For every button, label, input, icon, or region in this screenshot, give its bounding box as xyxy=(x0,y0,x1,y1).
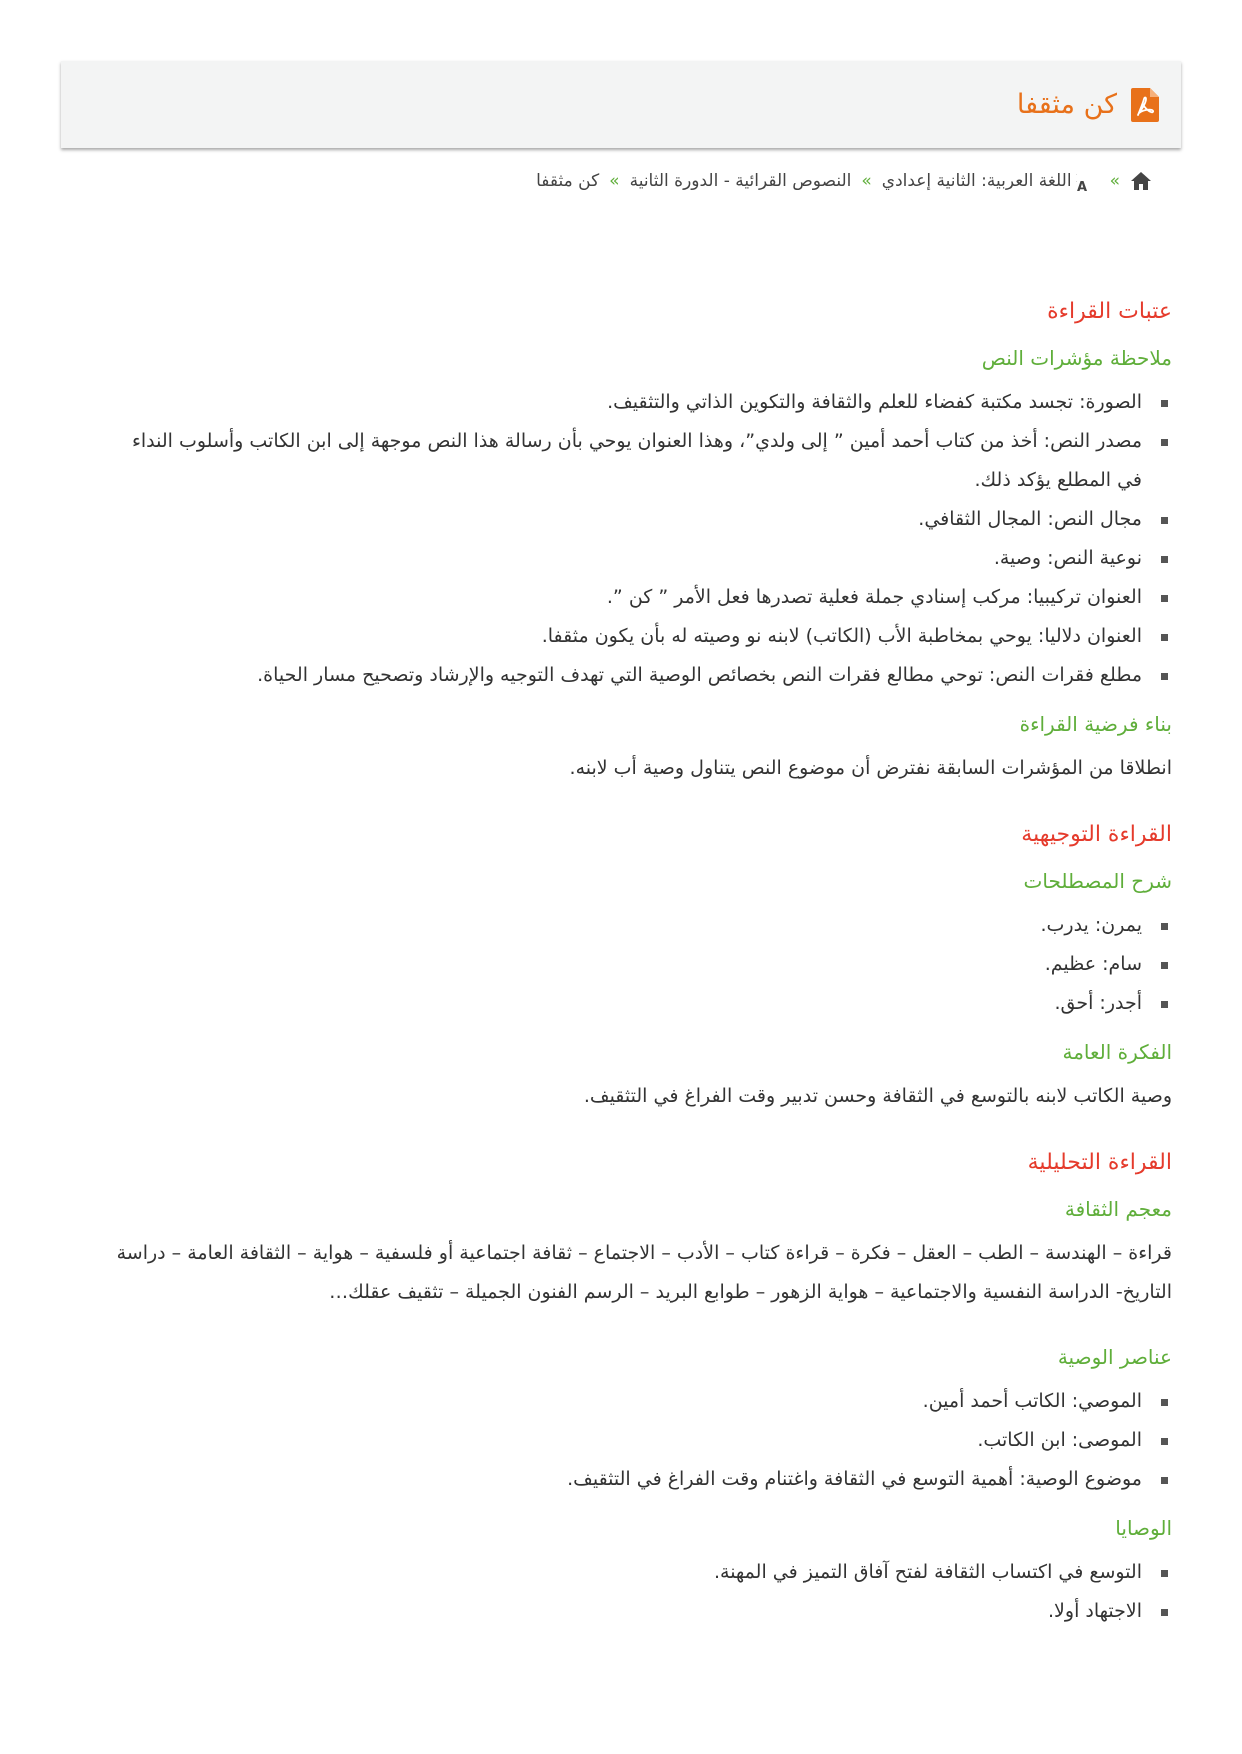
list-item: مصدر النص: أخذ من كتاب أحمد أمين ” إلى ولدي”، وهذا العنوان يوحي بأن رسالة هذا النص موجهة إلى ابن الكاتب وأسلوب النداء في المطلع يؤكد ذلك. xyxy=(112,422,1142,500)
home-icon[interactable] xyxy=(1130,170,1152,192)
subsection-title-lexicon: معجم الثقافة xyxy=(1064,1197,1172,1221)
elements-list xyxy=(112,1382,1172,1499)
advice-list xyxy=(112,1553,1172,1631)
list-item: مطلع فقرات النص: توحي مطالع فقرات النص بخصائص الوصية التي تهدف التوجيه والإرشاد وتصحيح مسار الحياة. xyxy=(112,656,1142,695)
list-item: أجدر: أحق. xyxy=(112,984,1142,1023)
subsection-title-indicators: ملاحظة مؤشرات النص xyxy=(981,346,1172,370)
list-item: سام: عظيم. xyxy=(112,945,1142,984)
subsection-title-elements: عناصر الوصية xyxy=(1057,1345,1172,1369)
article-content xyxy=(112,295,1172,1645)
section-title-thresholds: عتبات القراءة xyxy=(1047,299,1172,324)
breadcrumb-item-current: كن مثقفا xyxy=(536,171,600,191)
indicators-list xyxy=(112,383,1172,695)
breadcrumb-separator: » xyxy=(1109,171,1120,191)
terms-list xyxy=(112,906,1172,1023)
list-item: موضوع الوصية: أهمية التوسع في الثقافة واغتنام وقت الفراغ في التثقيف. xyxy=(112,1460,1142,1499)
breadcrumb-item-category[interactable]: النصوص القرائية - الدورة الثانية xyxy=(629,171,852,191)
list-item: الموصى: ابن الكاتب. xyxy=(112,1421,1142,1460)
section-title-guided: القراءة التوجيهية xyxy=(1021,822,1172,847)
page-title: كن مثقفا xyxy=(1016,89,1117,120)
pdf-icon[interactable] xyxy=(1131,88,1159,122)
list-item: العنوان تركيبيا: مركب إسنادي جملة فعلية تصدرها فعل الأمر ” كن ”. xyxy=(112,578,1142,617)
translate-icon xyxy=(1078,170,1100,192)
breadcrumb-separator: » xyxy=(861,171,872,191)
svg-text:A: A xyxy=(1076,180,1087,192)
hypothesis-text: انطلاقا من المؤشرات السابقة نفترض أن موضوع النص يتناول وصية أب لابنه. xyxy=(569,757,1172,779)
general-idea-text: وصية الكاتب لابنه بالتوسع في الثقافة وحسن تدبير وقت الفراغ في التثقيف. xyxy=(583,1085,1172,1107)
list-item: التوسع في اكتساب الثقافة لفتح آفاق التميز في المهنة. xyxy=(112,1553,1142,1592)
subsection-title-advice: الوصايا xyxy=(1115,1516,1172,1540)
breadcrumb xyxy=(536,170,1152,192)
subsection-title-terms: شرح المصطلحات xyxy=(1023,869,1172,893)
title-bar xyxy=(61,61,1181,148)
subsection-title-hypothesis: بناء فرضية القراءة xyxy=(1019,712,1172,736)
list-item: الاجتهاد أولا. xyxy=(112,1592,1142,1631)
list-item: يمرن: يدرب. xyxy=(112,906,1142,945)
list-item: الموصي: الكاتب أحمد أمين. xyxy=(112,1382,1142,1421)
subsection-title-general-idea: الفكرة العامة xyxy=(1062,1040,1172,1064)
lexicon-text: قراءة – الهندسة – الطب – العقل – فكرة – قراءة كتاب – الأدب – الاجتماع – ثقافة اجتماعية أو فلسفية – هواية – الثقافة العامة – دراسة التاريخ- الدراسة النفسية والاجتماعية – هواية الزهور – طوابع البريد – الرسم الفنون الجميلة – تثقيف عقلك… xyxy=(116,1242,1172,1303)
list-item: العنوان دلاليا: يوحي بمخاطبة الأب (الكاتب) لابنه نو وصيته له بأن يكون مثقفا. xyxy=(112,617,1142,656)
breadcrumb-separator: » xyxy=(609,171,620,191)
list-item: نوعية النص: وصية. xyxy=(112,539,1142,578)
section-title-analytical: القراءة التحليلية xyxy=(1027,1150,1172,1175)
list-item: مجال النص: المجال الثقافي. xyxy=(112,500,1142,539)
list-item: الصورة: تجسد مكتبة كفضاء للعلم والثقافة والتكوين الذاتي والتثقيف. xyxy=(112,383,1142,422)
breadcrumb-item-subject[interactable]: اللغة العربية: الثانية إعدادي xyxy=(881,171,1072,191)
